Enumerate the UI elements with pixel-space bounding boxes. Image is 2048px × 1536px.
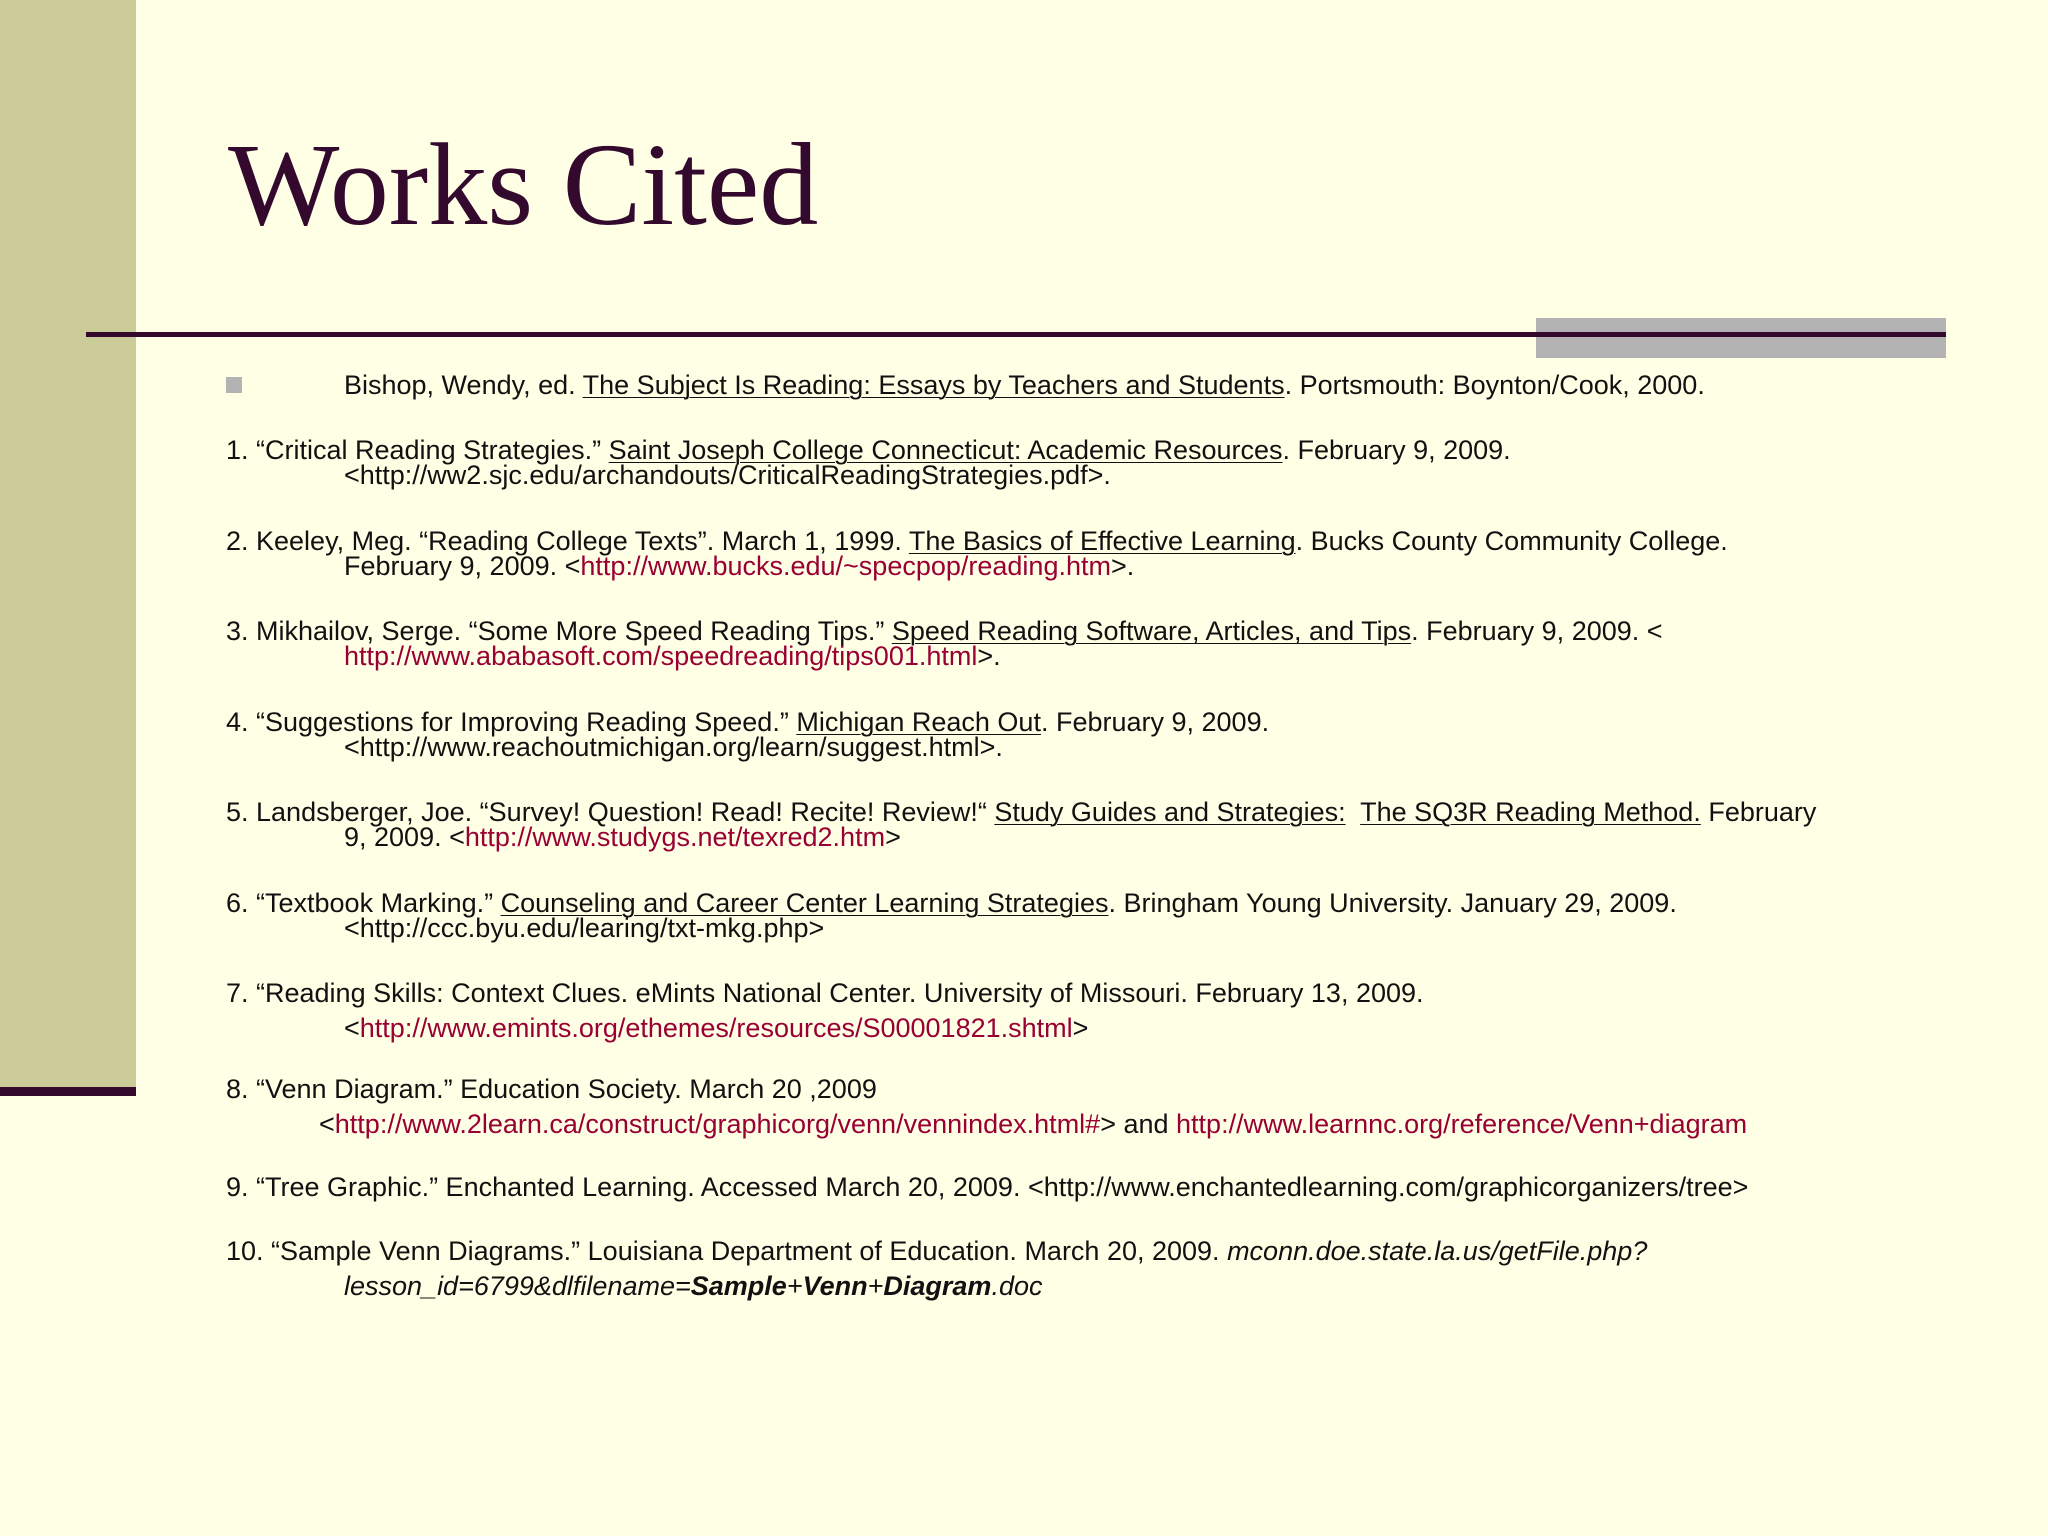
citation-url: <http://ccc.byu.edu/learing/txt-mkg.php>	[344, 913, 825, 943]
bullet-square-icon	[226, 377, 242, 393]
citation-text: 5. Landsberger, Joe. “Survey! Question! Read! Recite! Review!“	[226, 797, 995, 827]
citation-text: . Bringham Young University. January 29, 2009.	[1108, 888, 1677, 918]
citation-title: The Basics of Effective Learning	[908, 526, 1296, 556]
citation-url: <http://www.reachoutmichigan.org/learn/suggest.html>.	[344, 732, 1003, 762]
citation-2	[226, 528, 1926, 580]
citation-text: 3. Mikhailov, Serge. “Some More Speed Reading Tips.”	[226, 616, 892, 646]
citation-text: 4. “Suggestions for Improving Reading Speed.”	[226, 707, 797, 737]
citation-5	[226, 799, 1926, 851]
citation-text: +	[786, 1271, 803, 1301]
citation-8	[226, 1076, 1926, 1138]
citation-title: Speed Reading Software, Articles, and Tips	[891, 616, 1412, 646]
title-rule-accent	[1536, 318, 1946, 358]
citation-3	[226, 618, 1926, 670]
citation-text: 1. “Critical Reading Strategies.”	[226, 435, 609, 465]
citation-line2	[226, 1015, 1926, 1042]
citation-text: 8. “Venn Diagram.” Education Society. March 20 ,2009	[226, 1074, 877, 1104]
citation-text: >.	[977, 641, 1001, 671]
citation-bishop	[344, 372, 2044, 399]
citation-bold: Sample	[690, 1271, 787, 1301]
citation-text: lesson_id=6799&dlfilename=	[344, 1271, 691, 1301]
citation-1	[226, 437, 1926, 489]
citation-4	[226, 709, 1926, 761]
citation-text	[1346, 797, 1361, 827]
citation-text: . Portsmouth: Boynton/Cook, 2000.	[1284, 370, 1705, 400]
citation-text: Bishop, Wendy, ed.	[344, 370, 583, 400]
citation-6	[226, 890, 1926, 942]
citation-bold: Diagram	[883, 1271, 992, 1301]
citation-text: . February 9, 2009.	[1282, 435, 1511, 465]
sidebar-band-underline	[0, 1087, 136, 1096]
citation-text: 6. “Textbook Marking.”	[226, 888, 501, 918]
citation-text: 7. “Reading Skills: Context Clues. eMints National Center. University of Missouri. February 13, 2009.	[226, 978, 1424, 1008]
citation-text: 2. Keeley, Meg. “Reading College Texts”. March 1, 1999.	[226, 526, 909, 556]
citation-text: >.	[1110, 551, 1135, 581]
citation-line2	[226, 1273, 1926, 1300]
citation-title: Saint Joseph College Connecticut: Academic Resources	[608, 435, 1283, 465]
citation-title: Counseling and Career Center Learning Strategies	[500, 888, 1109, 918]
citation-text: >	[885, 822, 901, 852]
citation-line2	[226, 824, 1926, 851]
citation-text: . Bucks County Community College.	[1295, 526, 1728, 556]
citation-text: . February 9, 2009.	[1040, 707, 1270, 737]
citation-text: .doc	[991, 1271, 1043, 1301]
citation-url: mconn.doe.state.la.us/getFile.php?	[1227, 1236, 1648, 1266]
citation-link[interactable]: http://www.emints.org/ethemes/resources/S00001821.shtml	[359, 1013, 1073, 1043]
citation-link[interactable]: http://www.ababasoft.com/speedreading/tips001.html	[344, 641, 978, 671]
citation-title: The Subject Is Reading: Essays by Teachers and Students	[582, 370, 1285, 400]
citation-bold: Venn	[802, 1271, 868, 1301]
citation-text: +	[867, 1271, 884, 1301]
citation-title: The SQ3R Reading Method.	[1360, 797, 1701, 827]
citation-title: Study Guides and Strategies:	[994, 797, 1346, 827]
citation-text: . February 9, 2009. <	[1411, 616, 1663, 646]
sidebar-band	[0, 0, 136, 1087]
citation-9	[226, 1174, 1926, 1201]
citation-text: >	[1072, 1013, 1089, 1043]
citation-link[interactable]: http://www.studygs.net/texred2.htm	[464, 822, 886, 852]
citation-7	[226, 980, 1926, 1042]
citation-link[interactable]: http://www.learnnc.org/reference/Venn+diagram	[1176, 1109, 1748, 1139]
citation-text: February	[1700, 797, 1817, 827]
citation-10	[226, 1238, 1926, 1300]
citation-line2	[226, 1111, 1926, 1138]
citation-line2	[226, 643, 1926, 670]
title-rule-front	[1536, 332, 1946, 337]
citation-title: Michigan Reach Out	[796, 707, 1041, 737]
citation-link[interactable]: http://www.bucks.edu/~specpop/reading.htm	[580, 551, 1111, 581]
citation-text: 9, 2009. <	[344, 822, 465, 852]
citation-text: 10. “Sample Venn Diagrams.” Louisiana Department of Education. March 20, 2009.	[226, 1236, 1228, 1266]
slide-title: Works Cited	[228, 119, 819, 250]
citation-url: <http://ww2.sjc.edu/archandouts/CriticalReadingStrategies.pdf>.	[344, 460, 1111, 490]
citation-text: <	[344, 1013, 360, 1043]
citation-text: <	[319, 1109, 335, 1139]
citation-line2	[226, 553, 1926, 580]
citation-text: 9. “Tree Graphic.” Enchanted Learning. Accessed March 20, 2009. <http://www.enchantedlearning.com/graphicorganizers/tree>	[226, 1172, 1749, 1202]
citation-link[interactable]: http://www.2learn.ca/construct/graphicorg/venn/vennindex.html#	[334, 1109, 1101, 1139]
citation-text: > and	[1100, 1109, 1177, 1139]
citation-text: February 9, 2009. <	[344, 551, 581, 581]
